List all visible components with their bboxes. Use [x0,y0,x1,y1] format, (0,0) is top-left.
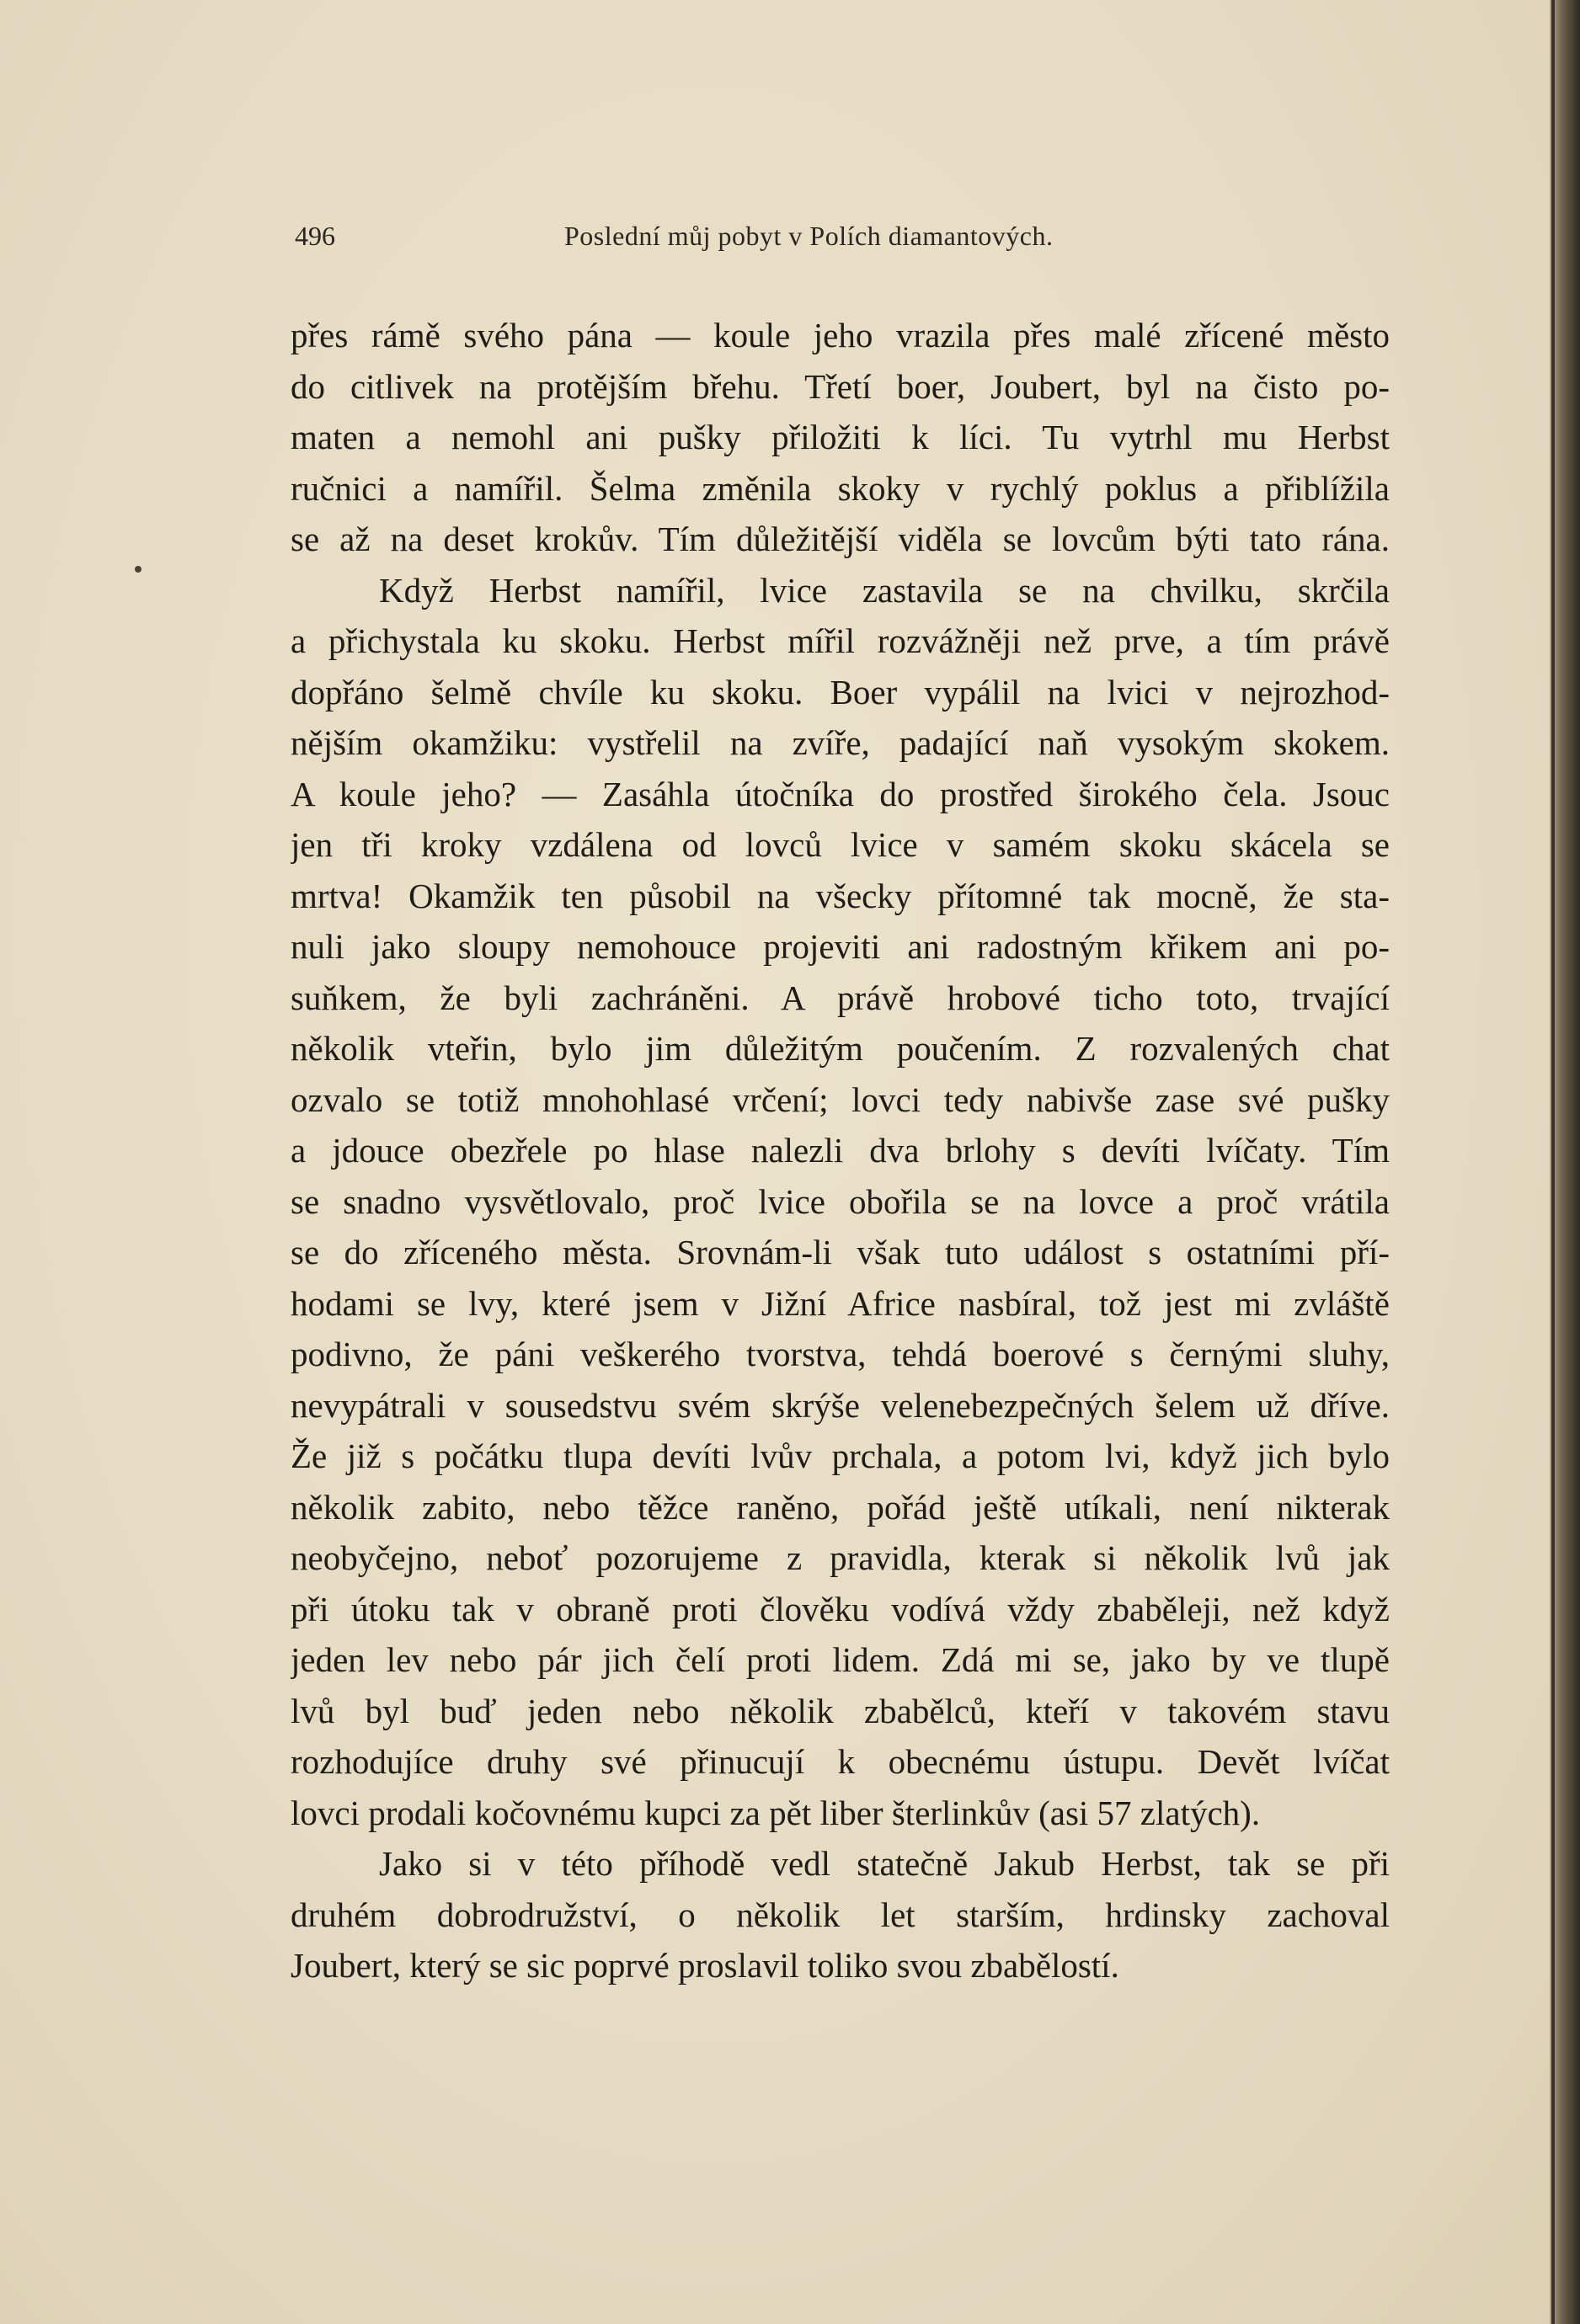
text-line: podivno, že páni veškerého tvorstva, tehdá boerové s černými sluhy, [291,1335,1390,1373]
text-line: ručnici a namířil. Šelma změnila skoky v rychlý poklus a přiblížila [291,468,1390,508]
text-line: nějším okamžiku: vystřelil na zvíře, padající naň vysokým skokem. [291,723,1390,762]
paragraph-start-line: Jako si v této příhodě vedl statečně Jakub Herbst, tak se při [379,1844,1390,1883]
text-line: hodami se lvy, které jsem v Jižní Africe nasbíral, tož jest mi zvláště [291,1283,1390,1323]
body-text [291,310,1390,1991]
text-line: se snadno vysvětlovalo, proč lvice obořila se na lovce a proč vrátila [291,1181,1390,1221]
running-title: Poslední můj pobyt v Polích diamantových. [564,221,1054,251]
text-line: několik vteřin, bylo jim důležitým poučením. Z rozvalených chat [291,1029,1390,1068]
text-line: a přichystala ku skoku. Herbst mířil rozvážněji než prve, a tím právě [291,621,1390,660]
text-line: neobyčejno, neboť pozorujeme z pravidla, kterak si několik lvů jak [291,1538,1390,1577]
text-line: ozvalo se totiž mnohohlasé vrčení; lovci tedy nabivše zase své pušky [291,1079,1390,1119]
text-line: při útoku tak v obraně proti člověku vodívá vždy zbaběleji, než když [291,1589,1390,1628]
ink-speck [135,566,141,573]
text-line: maten a nemohl ani pušky přiložiti k líci. Tu vytrhl mu Herbst [291,418,1390,456]
text-line: dopřáno šelmě chvíle ku skoku. Boer vypálil na lvici v nejrozhod- [291,672,1390,712]
text-line: A koule jeho? — Zasáhla útočníka do prostřed širokého čela. Jsouc [291,774,1390,813]
text-line: Že již s počátku tlupa devíti lvův prchala, a potom lvi, když jich bylo [291,1437,1390,1475]
text-line: nevypátrali v sousedstvu svém skrýše velenebezpečných šelem už dříve. [291,1385,1390,1425]
text-line: se do zříceného města. Srovnám-li však tuto událost s ostatními pří- [291,1233,1390,1271]
text-line: přes rámě svého pána — koule jeho vrazila přes malé zřícené město [291,316,1390,354]
running-header [295,221,1390,254]
paragraph-start-line: Když Herbst namířil, lvice zastavila se na chvilku, skrčila [379,570,1390,610]
page-number: 496 [295,221,335,251]
text-line: se až na deset krokův. Tím důležitější viděla se lovcům býti tato rána. [291,520,1390,558]
text-line: jen tři kroky vzdálena od lovců lvice v samém skoku skácela se [291,825,1390,864]
text-line: mrtva! Okamžik ten působil na všecky přítomné tak mocně, že sta- [291,876,1390,915]
paragraph-end-line: Joubert, který se sic poprvé proslavil toliko svou zbabělostí. [291,1946,1119,1985]
paragraph-end-line: lovci prodali kočovnému kupci za pět liber šterlinkův (asi 57 zlatých). [291,1793,1261,1832]
text-line: suňkem, že byli zachráněni. A právě hrobové ticho toto, trvající [291,978,1390,1017]
book-binding-edge [1551,0,1555,2324]
text-line: několik zabito, nebo těžce raněno, pořád ještě utíkali, není nikterak [291,1487,1390,1527]
text-line: nuli jako sloupy nemohouce projeviti ani radostným křikem ani po- [291,927,1390,966]
text-line: druhém dobrodružství, o několik let starším, hrdinsky zachoval [291,1895,1390,1934]
text-line: rozhodujíce druhy své přinucují k obecnému ústupu. Devět lvíčat [291,1742,1390,1781]
text-line: lvů byl buď jeden nebo několik zbabělců, kteří v takovém stavu [291,1691,1390,1730]
text-line: a jdouce obezřele po hlase nalezli dva brlohy s devíti lvíčaty. Tím [291,1131,1390,1170]
text-line: do citlivek na protějším břehu. Třetí boer, Joubert, byl na čisto po- [291,366,1390,406]
text-line: jeden lev nebo pár jich čelí proti lidem. Zdá mi se, jako by ve tlupě [291,1640,1390,1679]
